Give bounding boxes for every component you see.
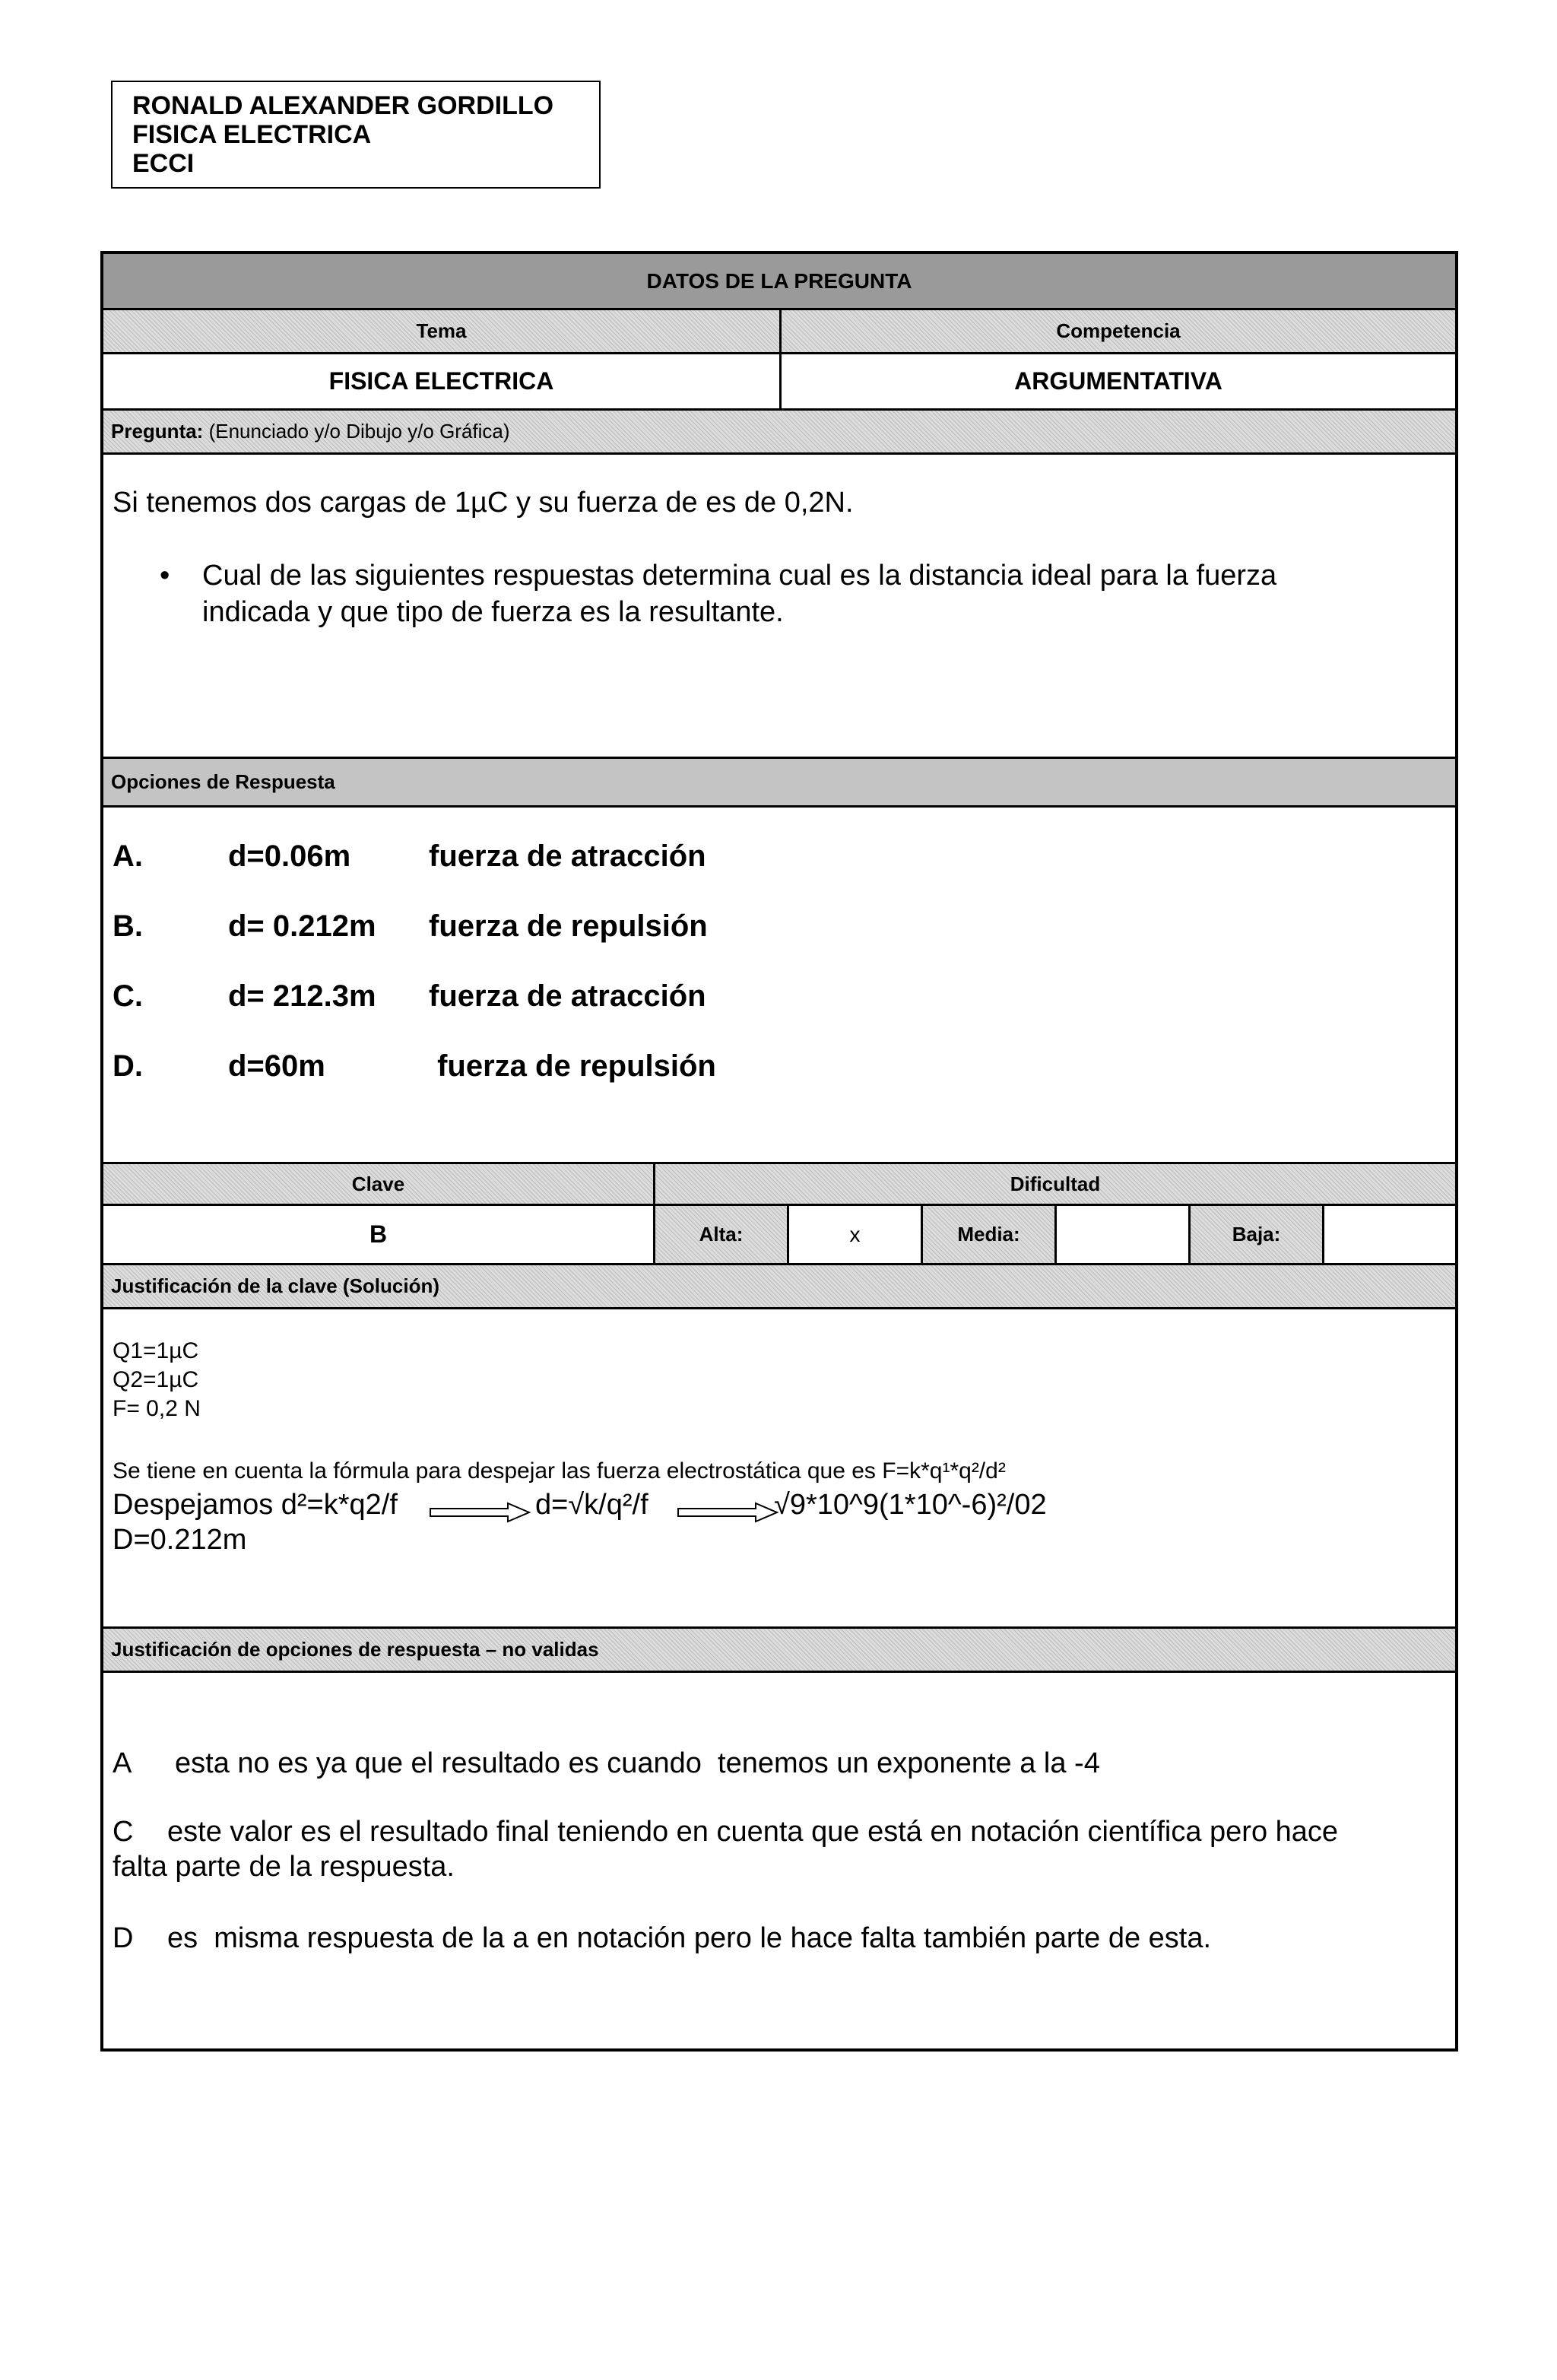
alta-value: x <box>789 1206 923 1263</box>
clave-value: B <box>103 1206 655 1263</box>
tema-value: FISICA ELECTRICA <box>103 354 782 408</box>
clave-label: Clave <box>103 1164 655 1204</box>
form-title: DATOS DE LA PREGUNTA <box>646 268 912 293</box>
solution-force: F= 0,2 N <box>113 1396 201 1421</box>
option-letter: D. <box>113 1049 143 1083</box>
implies-arrow-icon <box>677 1501 780 1524</box>
competencia-label: Competencia <box>1056 319 1181 342</box>
option-type: fuerza de atracción <box>429 979 706 1013</box>
pregunta-label-cell <box>103 411 1455 452</box>
solution-formula-text: Se tiene en cuenta la fórmula para despejar las fuerza electrostática que es F=k*q¹*q²/d² <box>113 1458 1006 1484</box>
clave-dificultad-value-row <box>103 1206 1455 1265</box>
implies-arrow-icon <box>429 1501 532 1524</box>
invalid-option-letter: D <box>113 1922 134 1954</box>
tema-competencia-value-row <box>103 354 1455 411</box>
option-value: d=60m <box>228 1049 325 1083</box>
question-bullet-line-1: Cual de las siguientes respuestas determina cual es la distancia ideal para la fuerza <box>202 560 1277 592</box>
justificacion-label-row <box>103 1265 1455 1309</box>
option-letter: A. <box>113 839 143 873</box>
tema-competencia-header-row <box>103 310 1455 354</box>
institution-name: ECCI <box>132 149 195 178</box>
tema-label: Tema <box>103 310 782 352</box>
question-body <box>103 455 1455 759</box>
invalid-option-text: es misma respuesta de la a en notación pero le hace falta también parte de esta. <box>167 1922 1212 1954</box>
option-type: fuerza de repulsión <box>429 1049 716 1083</box>
author-name: RONALD ALEXANDER GORDILLO <box>132 91 554 120</box>
option-value: d= 212.3m <box>228 979 376 1013</box>
dificultad-label: Dificultad <box>1010 1172 1101 1195</box>
form-title-row <box>103 254 1455 310</box>
option-value: d=0.06m <box>228 839 351 873</box>
opciones-label: Opciones de Respuesta <box>111 770 335 793</box>
clave-dificultad-header-row <box>103 1162 1455 1206</box>
invalid-option-letter: C <box>113 1816 134 1848</box>
pregunta-hint: (Enunciado y/o Dibujo y/o Gráfica) <box>208 420 510 443</box>
solution-q1: Q1=1µC <box>113 1338 199 1363</box>
bullet-icon: • <box>160 560 170 592</box>
solution-step-3: √9*10^9(1*10^-6)²/02 <box>774 1489 1047 1521</box>
solution-result: D=0.212m <box>113 1524 247 1556</box>
pregunta-label-row <box>103 411 1455 455</box>
author-header-box <box>111 81 601 189</box>
justificacion-label: Justificación de la clave (Solución) <box>111 1274 440 1297</box>
alta-label: Alta: <box>655 1206 789 1263</box>
invalid-option-text-continued: falta parte de la respuesta. <box>113 1851 455 1883</box>
invalid-options-body <box>103 1673 1455 2048</box>
baja-value <box>1324 1206 1455 1263</box>
solution-q2: Q2=1µC <box>113 1367 199 1392</box>
option-letter: C. <box>113 979 143 1013</box>
question-bullet-line-2: indicada y que tipo de fuerza es la resultante. <box>202 596 784 628</box>
media-label: Media: <box>923 1206 1057 1263</box>
solution-step-1: Despejamos d²=k*q2/f <box>113 1489 398 1521</box>
invalid-option-text: este valor es el resultado final teniendo en cuenta que está en notación científica pero hace <box>167 1816 1339 1848</box>
option-type: fuerza de atracción <box>429 839 706 873</box>
subject-name: FISICA ELECTRICA <box>132 120 372 149</box>
question-statement: Si tenemos dos cargas de 1µC y su fuerza de es de 0,2N. <box>113 487 854 519</box>
baja-label: Baja: <box>1191 1206 1324 1263</box>
invalid-option-text: esta no es ya que el resultado es cuando tenemos un exponente a la -4 <box>175 1747 1100 1779</box>
solution-body <box>103 1309 1455 1629</box>
solution-step-2: d=√k/q²/f <box>535 1489 648 1521</box>
no-validas-label: Justificación de opciones de respuesta – no validas <box>111 1638 599 1661</box>
pregunta-label: Pregunta: <box>111 420 204 443</box>
options-area <box>103 808 1455 1162</box>
question-form <box>100 251 1458 2052</box>
no-validas-label-row <box>103 1629 1455 1673</box>
competencia-value: ARGUMENTATIVA <box>1014 367 1222 395</box>
option-letter: B. <box>113 909 143 943</box>
media-value <box>1057 1206 1191 1263</box>
opciones-label-row <box>103 759 1455 808</box>
option-value: d= 0.212m <box>228 909 376 943</box>
option-type: fuerza de repulsión <box>429 909 708 943</box>
invalid-option-letter: A <box>113 1747 132 1779</box>
